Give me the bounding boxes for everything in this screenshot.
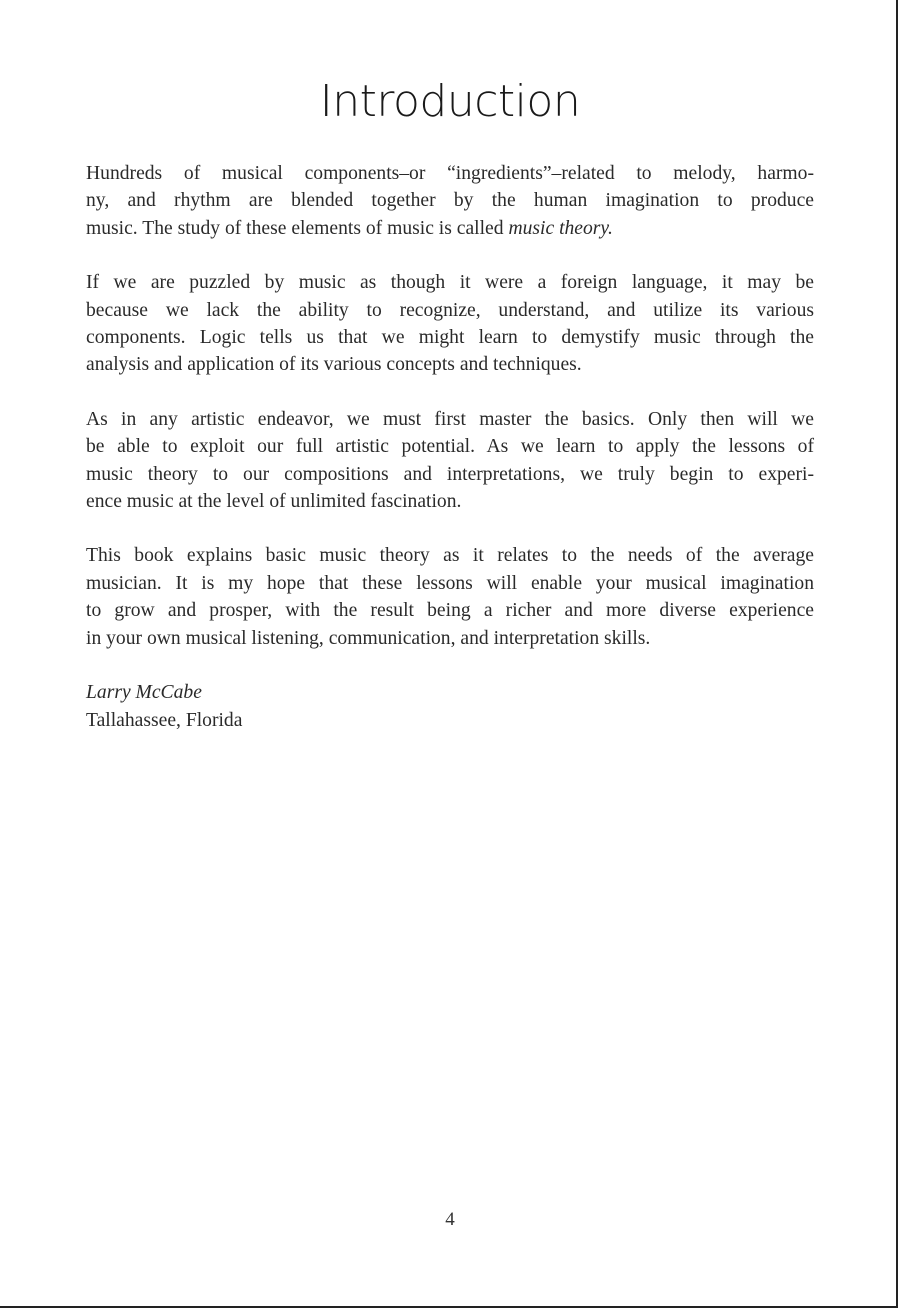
paragraph-2 xyxy=(86,269,814,379)
paragraph-3 xyxy=(86,406,814,516)
paragraph-line: be able to exploit our full artistic potential. As we learn to apply the lessons of xyxy=(86,436,814,458)
paragraph-line: components. Logic tells us that we might learn to demystify music through the xyxy=(86,327,814,349)
introduction-body xyxy=(86,160,814,761)
paragraph-line: music theory to our compositions and interpretations, we truly begin to experi- xyxy=(86,463,814,485)
author-location: Tallahassee, Florida xyxy=(86,709,243,731)
paragraph-line: If we are puzzled by music as though it were a foreign language, it may be xyxy=(86,272,814,294)
music-theory-emphasis: music theory. xyxy=(508,217,613,239)
author-name: Larry McCabe xyxy=(86,682,202,704)
paragraph-line: analysis and application of its various concepts and techniques. xyxy=(86,354,582,376)
paragraph-4 xyxy=(86,542,814,652)
paragraph-line xyxy=(86,215,814,242)
paragraph-line: in your own musical listening, communication, and interpretation skills. xyxy=(86,627,651,649)
paragraph-line: As in any artistic endeavor, we must first master the basics. Only then will we xyxy=(86,408,814,430)
paragraph-line: ny, and rhythm are blended together by the human imagination to produce xyxy=(86,190,814,212)
paragraph-1 xyxy=(86,160,814,242)
paragraph-line: to grow and prosper, with the result being a richer and more diverse experience xyxy=(86,600,814,622)
paragraph-line: musician. It is my hope that these lessons will enable your musical imagination xyxy=(86,572,814,594)
page-title: Introduction xyxy=(319,76,581,127)
author-signature xyxy=(86,679,814,734)
paragraph-line: Hundreds of musical components–or “ingredients”–related to melody, harmo- xyxy=(86,163,814,184)
paragraph-line: ence music at the level of unlimited fascination. xyxy=(86,491,462,513)
page-number: 4 xyxy=(445,1209,455,1230)
paragraph-line-text: music. The study of these elements of music is called xyxy=(86,217,509,239)
paragraph-line: because we lack the ability to recognize, understand, and utilize its various xyxy=(86,299,814,321)
paragraph-line: This book explains basic music theory as it relates to the needs of the average xyxy=(86,545,814,567)
